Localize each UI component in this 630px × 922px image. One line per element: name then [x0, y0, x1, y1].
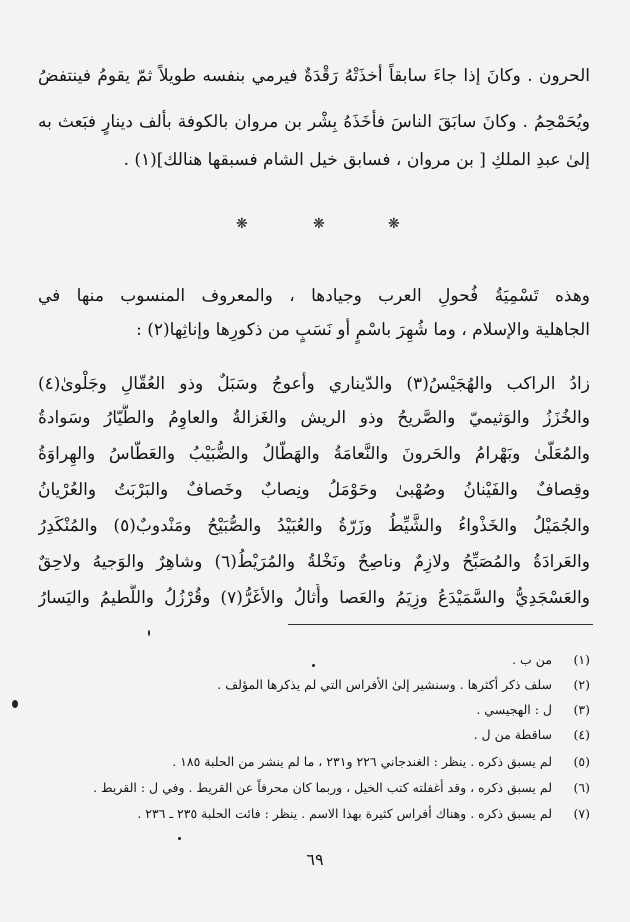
scan-speck — [148, 630, 150, 636]
asterism-icon: ❋ — [388, 216, 400, 232]
footnote-rule — [288, 624, 593, 625]
scan-speck — [12, 700, 18, 708]
text-line: الجاهلية والإسلام ، وما شُهِرَ باسْمٍ أو نَسَبٍ من ذكورِها وإناثِها(٢) : — [136, 320, 590, 340]
footnote — [40, 650, 590, 670]
text-line: الحرون . وكانَ إذا جاءَ سابقاً أخذَتْهُ رَقْدَةٌ فيرمي بنفسه طويلاً ثمّ يقومُ فينتفضُ — [38, 66, 590, 86]
footnote-number: (٤) — [573, 727, 590, 742]
footnote — [40, 804, 590, 824]
footnote-number: (٢) — [573, 677, 590, 692]
scan-speck — [312, 664, 315, 667]
page-number: ٦٩ — [306, 850, 324, 869]
text-line: وهذه تَسْمِيَةُ فُحولِ العرب وجيادها ، والمعروف المنسوب منها في — [38, 286, 590, 306]
footnote-text: لم يسبق ذكره . ينظر : الغندجاني ٢٢٦ و٢٣١ ، ما لم ينشر من الحلبة ١٨٥ . — [172, 754, 553, 769]
text-line: والمُعَلّىٰ وبَهْرامُ والحَرونَ والنَّعامَةُ والهَطّالُ والضُّبَيْبُ والعَطّاسُ والهِراوَةُ — [38, 444, 590, 464]
text-line: وقِصافٌ والفَيْنانُ وصُهْبىٰ وحَوْمَلُ ونِصابٌ وخَصافٌ والبَرْبَتُ والعُرْيانُ — [38, 480, 590, 500]
footnote-number: (٧) — [573, 806, 590, 821]
footnote-text: لم يسبق ذكره . وهناك أفراس كثيرة بهذا الاسم . ينظر : فائت الحلبة ٢٣٥ ـ ٢٣٦ . — [137, 806, 553, 821]
footnote — [40, 675, 590, 695]
footnote — [40, 778, 590, 798]
footnote-text: سلف ذكر أكثرها . وسنشير إلىٰ الأفراس التي لم يذكرها المؤلف . — [217, 677, 553, 692]
footnote-text: لم يسبق ذكره ، وقد أغفلته كتب الخيل ، وربما كان محرفاً عن القريط . وفي ل : القريط . — [93, 780, 553, 795]
footnote — [40, 752, 590, 772]
text-line: والجُمَيْلُ والخَذْواءُ والشَّيِّطُ وزَرّةُ والعُبَيْدُ والصُّبَيْحُ ومَنْدوبٌ(٥) والمُنْكَدِرُ — [38, 516, 590, 536]
text-line: والعَرادَةُ والمُصَبِّحُ ولازِمٌ وناصِحٌ ونَخْلةُ والمُرَيْطُ(٦) وشاهِرٌ والوَجيهُ ولاحِقٌ — [38, 552, 590, 572]
section-separator — [0, 216, 630, 236]
text-line: زادُ الراكب والهُجَيْسُ(٣) والدّيناري وأعوجُ وسَبَلٌ وذو العُقّالِ وجَلْوىٰ(٤) — [38, 374, 590, 394]
text-line: ويُحَمْحِمُ . وكانَ سابَقَ الناسَ فأخَذَهُ بِشْر بن مروان بالكوفة بألف دينارٍ فبَعث به — [38, 112, 590, 132]
footnote-text: من ب . — [512, 652, 553, 667]
asterism-icon: ❋ — [313, 216, 325, 232]
footnote — [40, 725, 590, 745]
footnote-number: (١) — [573, 652, 590, 667]
footnote — [40, 700, 590, 720]
asterism-icon: ❋ — [236, 216, 248, 232]
footnote-number: (٦) — [573, 780, 590, 795]
text-line: والخُزَزُ والوَثيميّ والصَّريحُ وذو الريش والغَزالةُ والعاوِمُ والطَّيّارُ وسَوادةُ — [38, 408, 590, 428]
footnote-number: (٥) — [573, 754, 590, 769]
text-line: والعَسْجَدِيُّ والسَّمَيْدَعُ وزِيَمُ والعَصا وأُثالُ والأغَرُّ(٧) وقُرْزُلُ واللَّطيمُ واليَسارُ — [38, 588, 590, 608]
footnote-number: (٣) — [573, 702, 590, 717]
footnote-text: ساقطة من ل . — [473, 727, 553, 742]
scan-speck — [178, 837, 181, 840]
text-line: إلىٰ عبدِ الملكِ [ بن مروان ، فسابق خيل الشام فسبقها هنالك](١) . — [123, 150, 590, 170]
footnote-text: ل : الهجيسي . — [476, 702, 553, 717]
